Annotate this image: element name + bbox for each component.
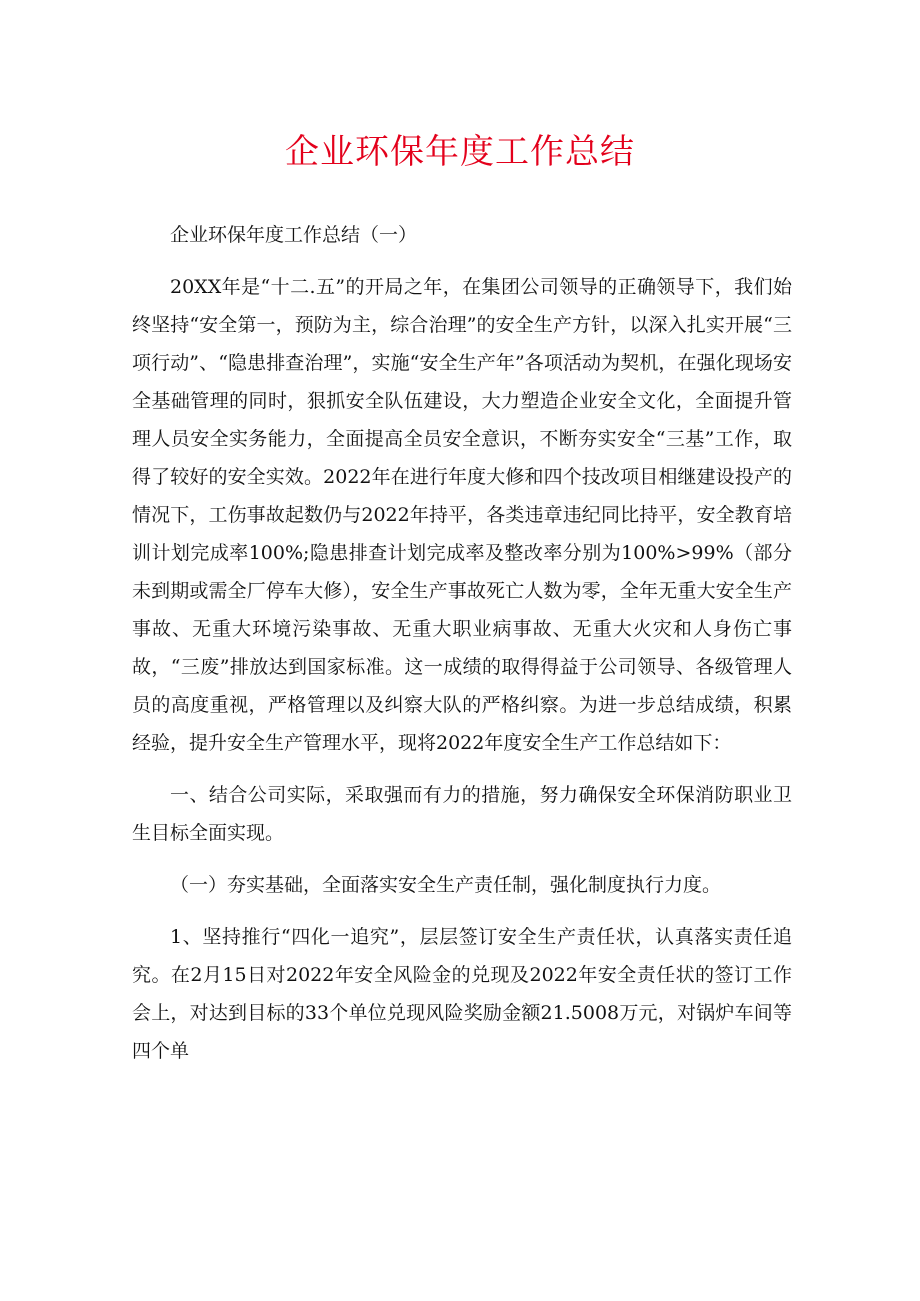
document-title: 企业环保年度工作总结 [285,132,635,172]
paragraph-overview: 20XX年是“十二.五”的开局之年，在集团公司领导的正确领导下，我们始终坚持“安全第一，预防为主，综合治理”的安全生产方针，以深入扎实开展“三项行动”、“隐患排查治理”，实施“安全生产年”各项活动为契机，在强化现场安全基础管理的同时，狠抓安全队伍建设，大力塑造企业安全文化，全面提升管理人员安全实务能力，全面提高全员安全意识，不断夯实安全“三基”工作，取得了较好的安全实效。2022年在进行年度大修和四个技改项目相继建设投产的情况下，工伤事故起数仍与2022年持平，各类违章违纪同比持平，安全教育培训计划完成率100%;隐患排查计划完成率及整改率分别为100%>99%（部分未到期或需全厂停车大修），安全生产事故死亡人数为零，全年无重大安全生产事故、无重大环境污染事故、无重大职业病事故、无重大火灾和人身伤亡事故，“三废”排放达到国家标准。这一成绩的取得得益于公司领导、各级管理人员的高度重视，严格管理以及纠察大队的严格纠察。为进一步总结成绩，积累经验，提升安全生产管理水平，现将2022年度安全生产工作总结如下： [132,276,792,754]
paragraph-item-1: 1、坚持推行“四化一追究”，层层签订安全生产责任状，认真落实责任追究。在2月15日对2022年安全风险金的兑现及2022年安全责任状的签订工作会上，对达到目标的33个单位兑现风险奖励金额21.5008万元，对锅炉车间等四个单 [132,926,792,1062]
document-body [132,216,792,1070]
paragraph-subtitle: 企业环保年度工作总结（一） [170,224,418,246]
paragraph-subsection-1: （一）夯实基础，全面落实安全生产责任制，强化制度执行力度。 [170,874,722,896]
paragraph-section-1: 一、结合公司实际，采取强而有力的措施，努力确保安全环保消防职业卫生目标全面实现。 [132,784,792,844]
